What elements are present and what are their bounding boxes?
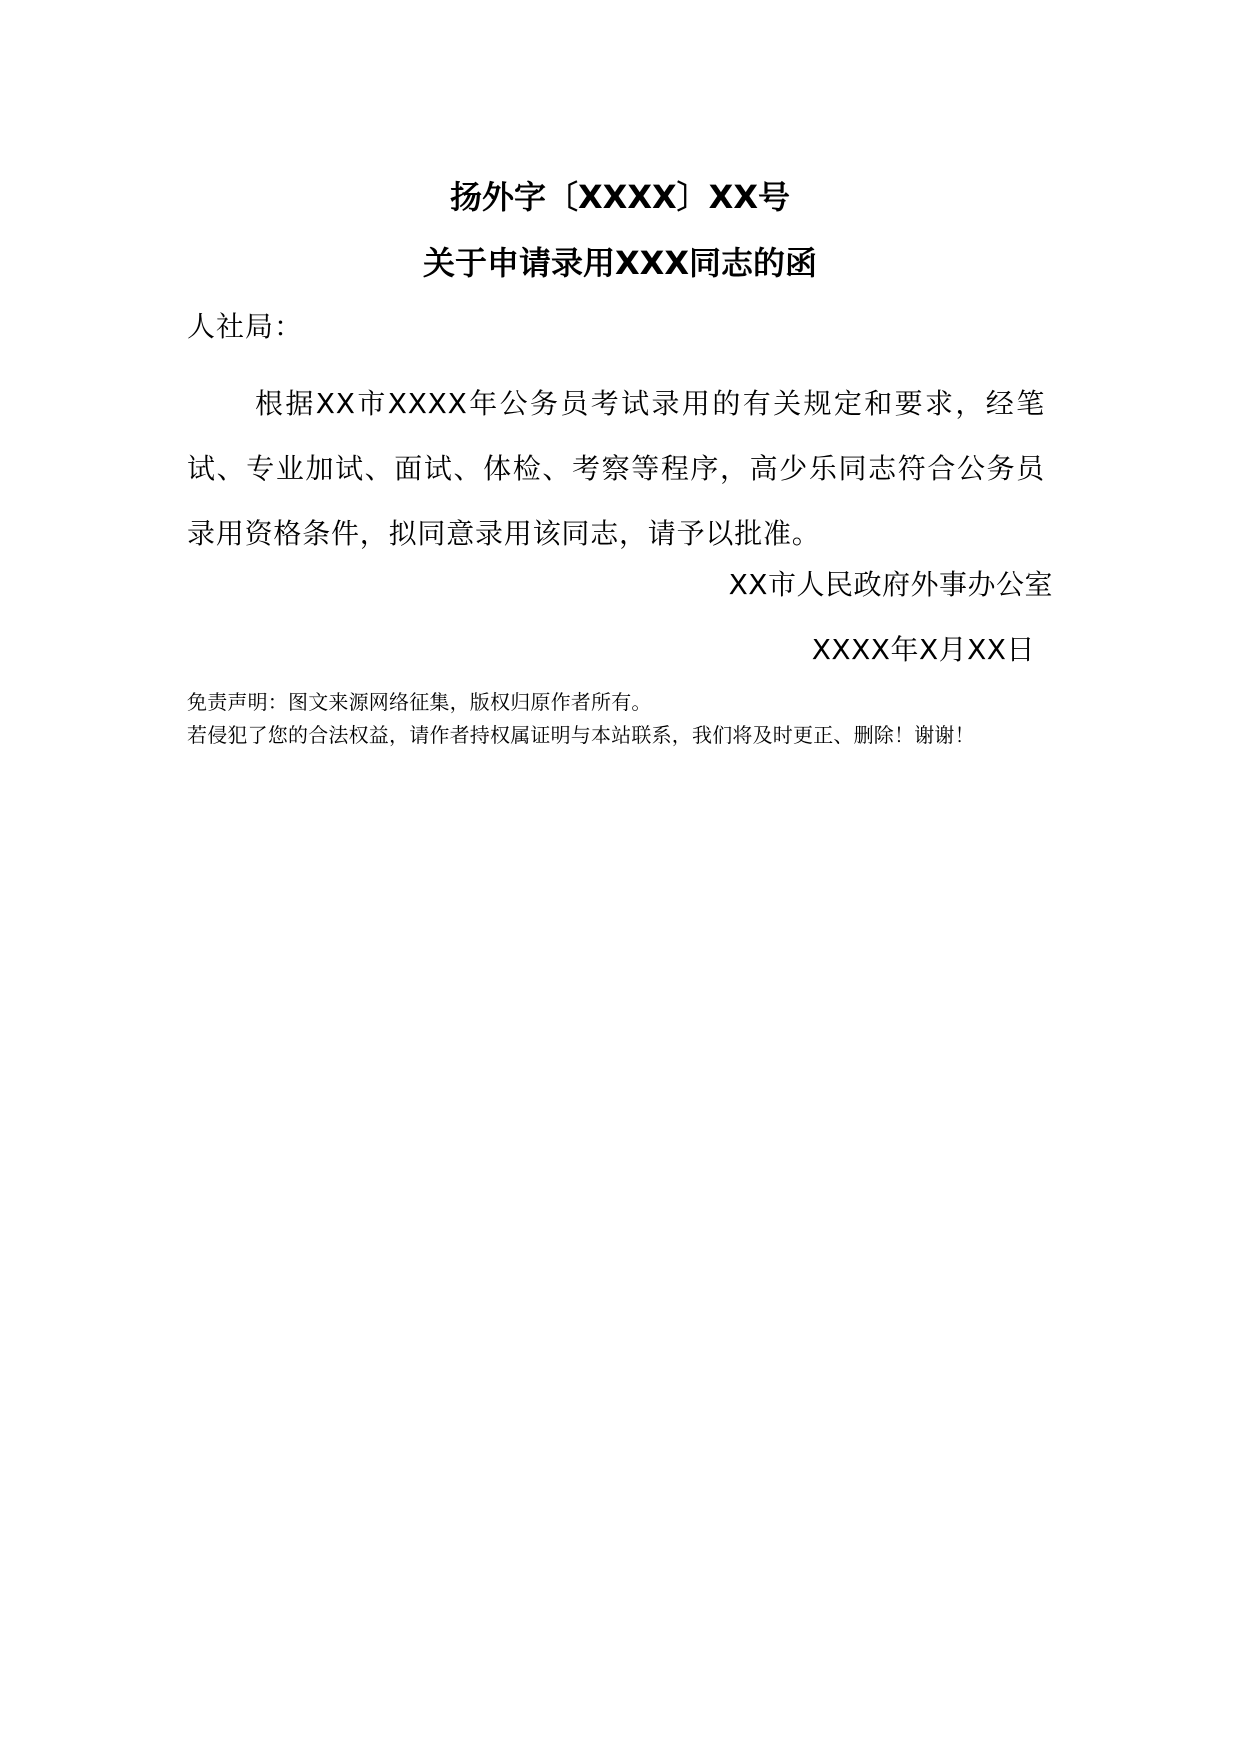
document-title: 关于申请录用XXX同志的函 — [422, 244, 818, 282]
signature-organization: XX市人民政府外事办公室 — [728, 568, 1053, 601]
disclaimer — [187, 686, 975, 752]
body-paragraph: 根据XX市XXXX年公务员考试录用的有关规定和要求，经笔试、专业加试、面试、体检、考察等程序，高少乐同志符合公务员录用资格条件，拟同意录用该同志，请予以批准。 — [187, 387, 1045, 550]
document-number: 扬外字〔XXXX〕XX号 — [449, 178, 791, 216]
document-date: XXXX年X月XX日 — [811, 633, 1035, 666]
disclaimer-line-2: 若侵犯了您的合法权益，请作者持权属证明与本站联系，我们将及时更正、删除！谢谢！ — [187, 723, 975, 747]
salutation: 人社局： — [187, 310, 304, 343]
disclaimer-line-1: 免责声明：图文来源网络征集，版权归原作者所有。 — [187, 690, 652, 714]
